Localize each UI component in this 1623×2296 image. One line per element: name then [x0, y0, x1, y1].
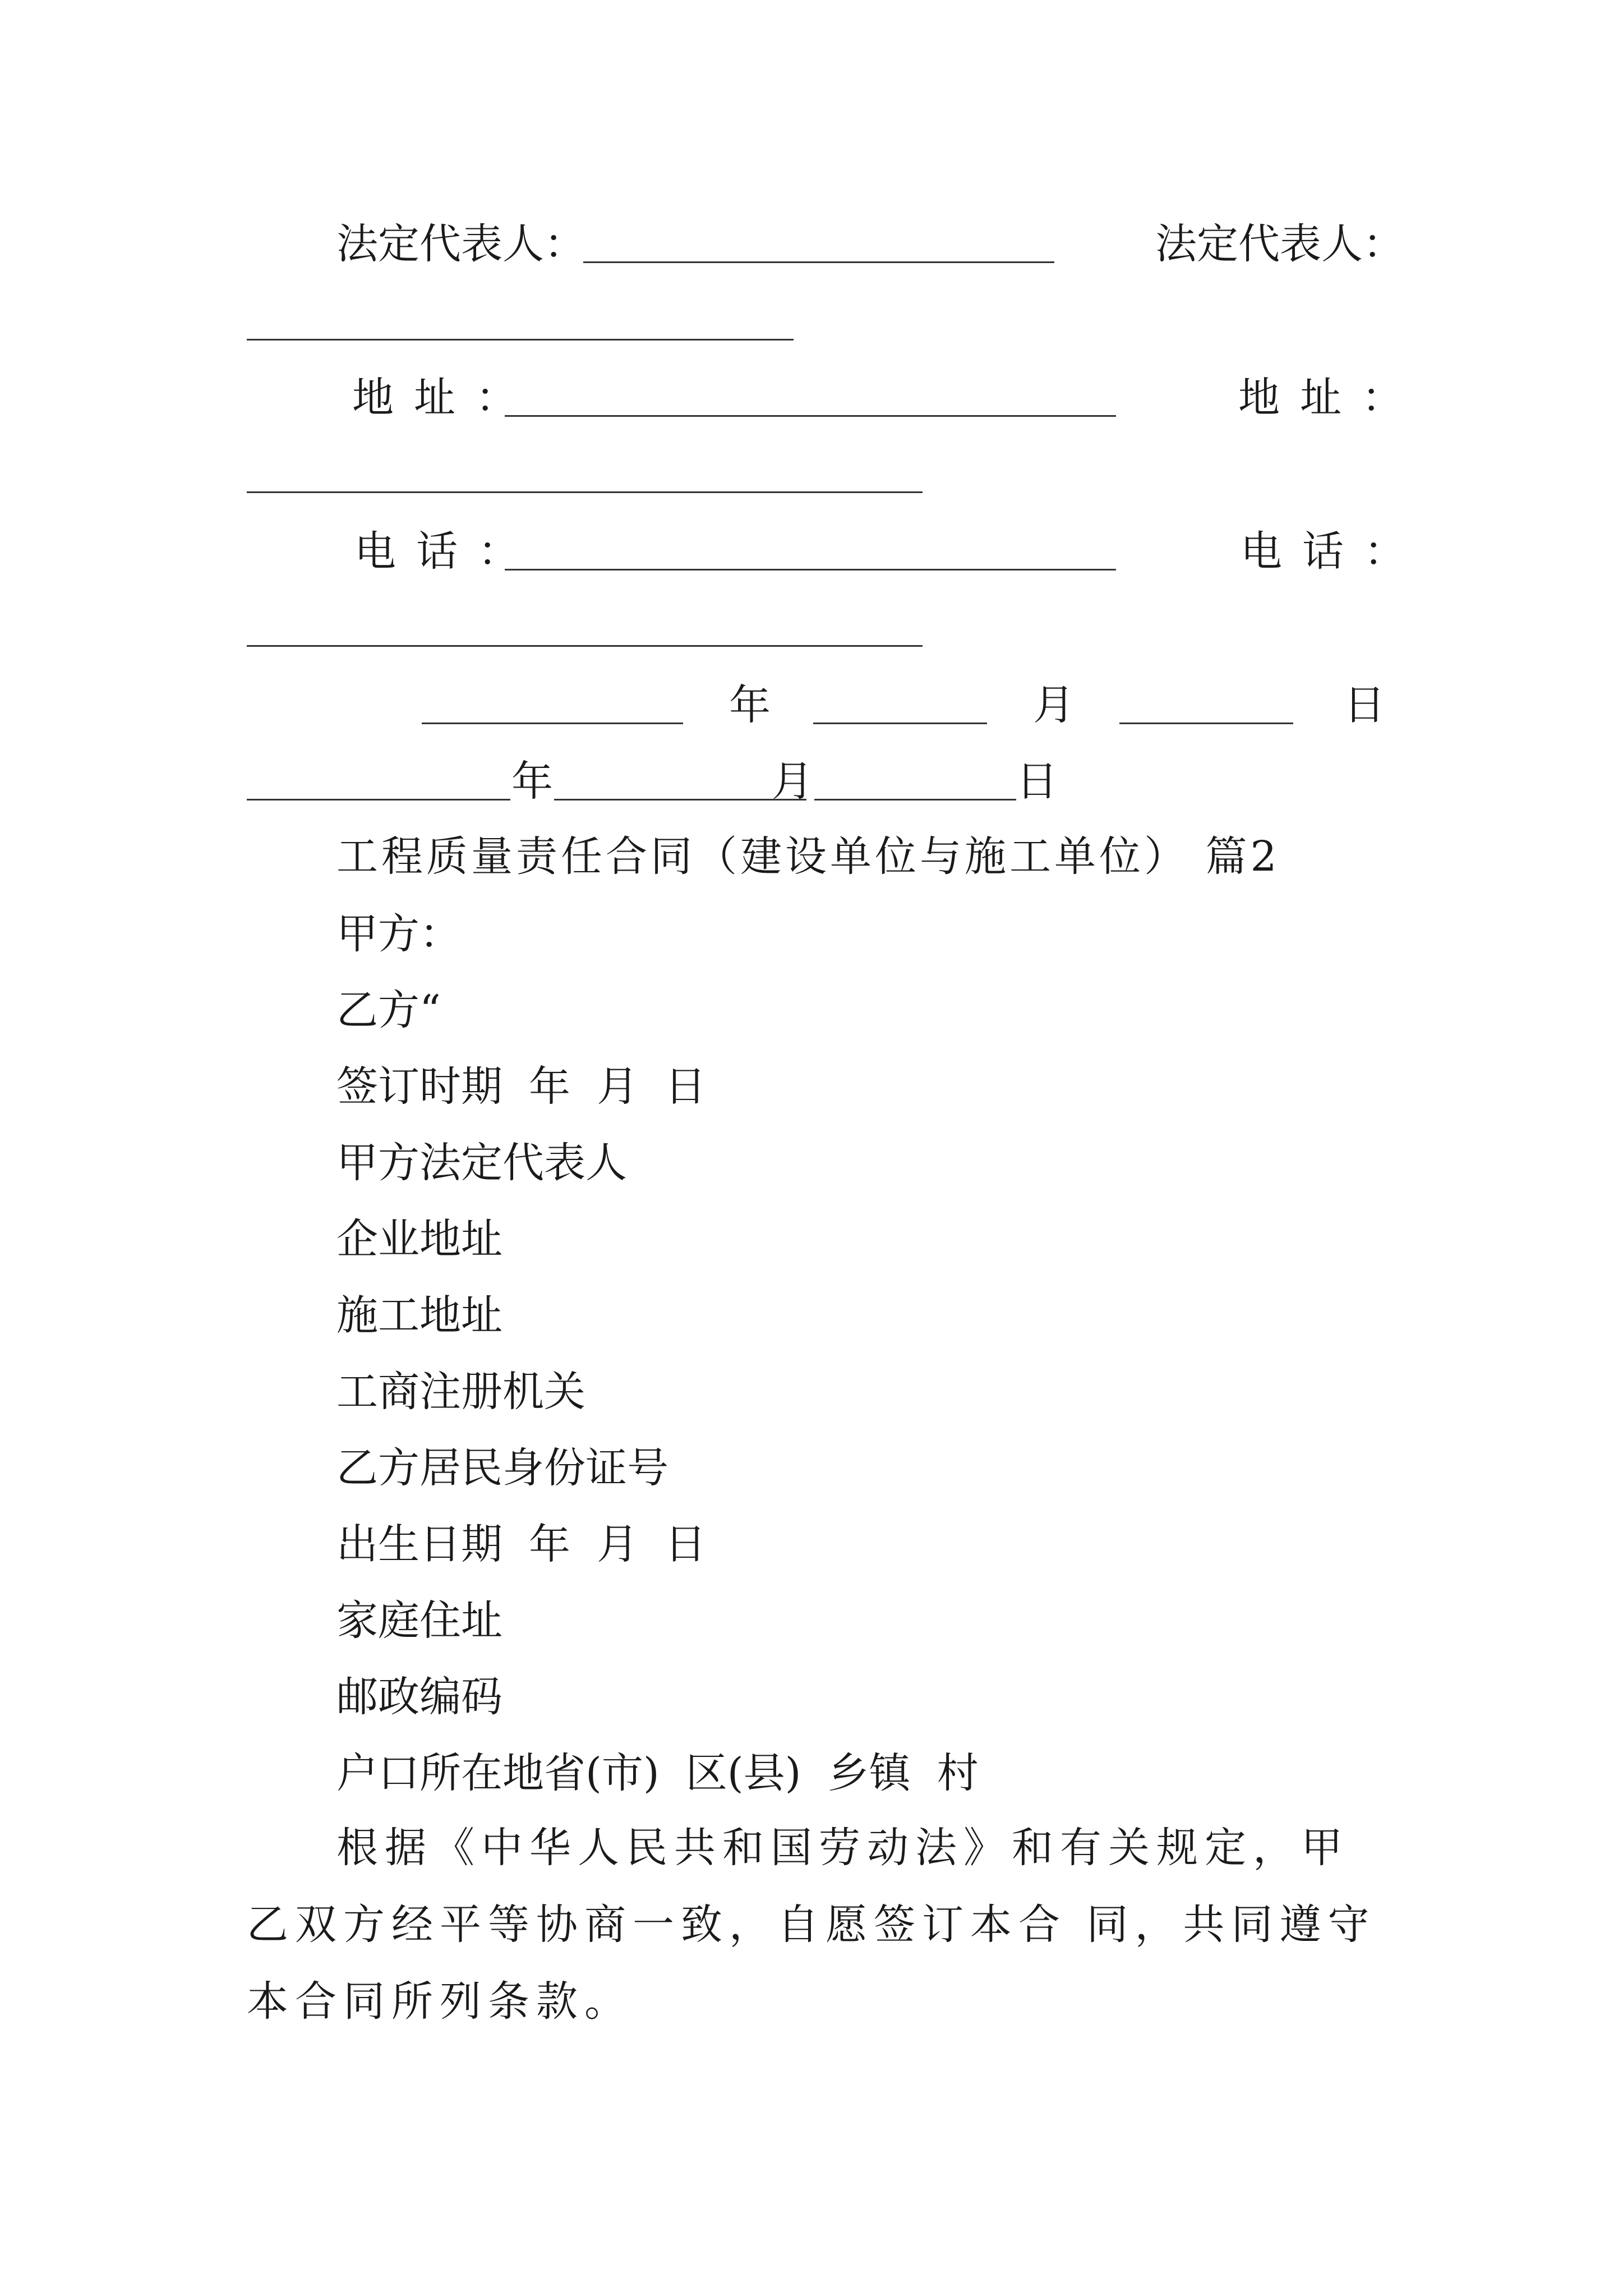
date-a-day-blank: [1119, 723, 1293, 724]
field-household-registration: 户口所在地省(市) 区(县) 乡镇 村: [336, 1749, 979, 1797]
field-home-address: 家庭住址: [336, 1596, 502, 1645]
date-b-day: 日: [1016, 757, 1058, 806]
address-label-a: 地址：: [352, 374, 537, 422]
field-party-b: 乙方“: [336, 986, 441, 1034]
date-b-year-blank: [247, 799, 510, 800]
date-a-year-blank: [422, 723, 683, 724]
legal-rep-label-b: 法定代表人：: [1155, 220, 1404, 268]
phone-label-a: 电话：: [354, 527, 540, 576]
field-birth-date: 出生日期 年 月 日: [336, 1520, 707, 1568]
phone-blank-a: [505, 569, 1116, 570]
legal-rep-blank-a: [583, 261, 1054, 263]
date-a-month-blank: [813, 723, 987, 724]
date-b-day-blank: [814, 799, 1016, 800]
date-b-month-blank: [554, 799, 806, 800]
address-blank-a: [505, 415, 1116, 417]
date-a-day: 日: [1344, 681, 1385, 729]
address-label-b: 地址：: [1238, 374, 1423, 422]
phone-label-b: 电话：: [1241, 527, 1426, 576]
field-signing-date: 签订时期 年 月 日: [336, 1062, 707, 1111]
field-postal-code: 邮政编码: [336, 1673, 502, 1721]
field-party-a: 甲方：: [336, 910, 461, 958]
address-blank-b: [247, 491, 923, 493]
date-b-month: 月: [772, 757, 813, 806]
legal-rep-blank-b: [247, 339, 794, 341]
phone-blank-b: [247, 645, 923, 647]
legal-rep-label-a: 法定代表人：: [336, 220, 585, 268]
field-site-address: 施工地址: [336, 1291, 502, 1340]
field-party-a-legal-rep: 甲方法定代表人: [336, 1139, 627, 1187]
date-b-year: 年: [511, 757, 553, 806]
date-a-month: 月: [1033, 681, 1075, 729]
document-title: 工程质量责任合同（建设单位与施工单位） 篇2: [336, 832, 1280, 881]
preamble-paragraph: 根据《中华人民共和国劳动法》和有关规定，甲乙双方经平等协商一致，自愿签订本合 同，共同遵守本合同所列条款。: [247, 1824, 1376, 2026]
field-party-b-id-number: 乙方居民身份证号: [336, 1444, 668, 1492]
date-a-year: 年: [729, 681, 771, 729]
field-company-address: 企业地址: [336, 1215, 502, 1263]
field-registration-authority: 工商注册机关: [336, 1368, 585, 1416]
